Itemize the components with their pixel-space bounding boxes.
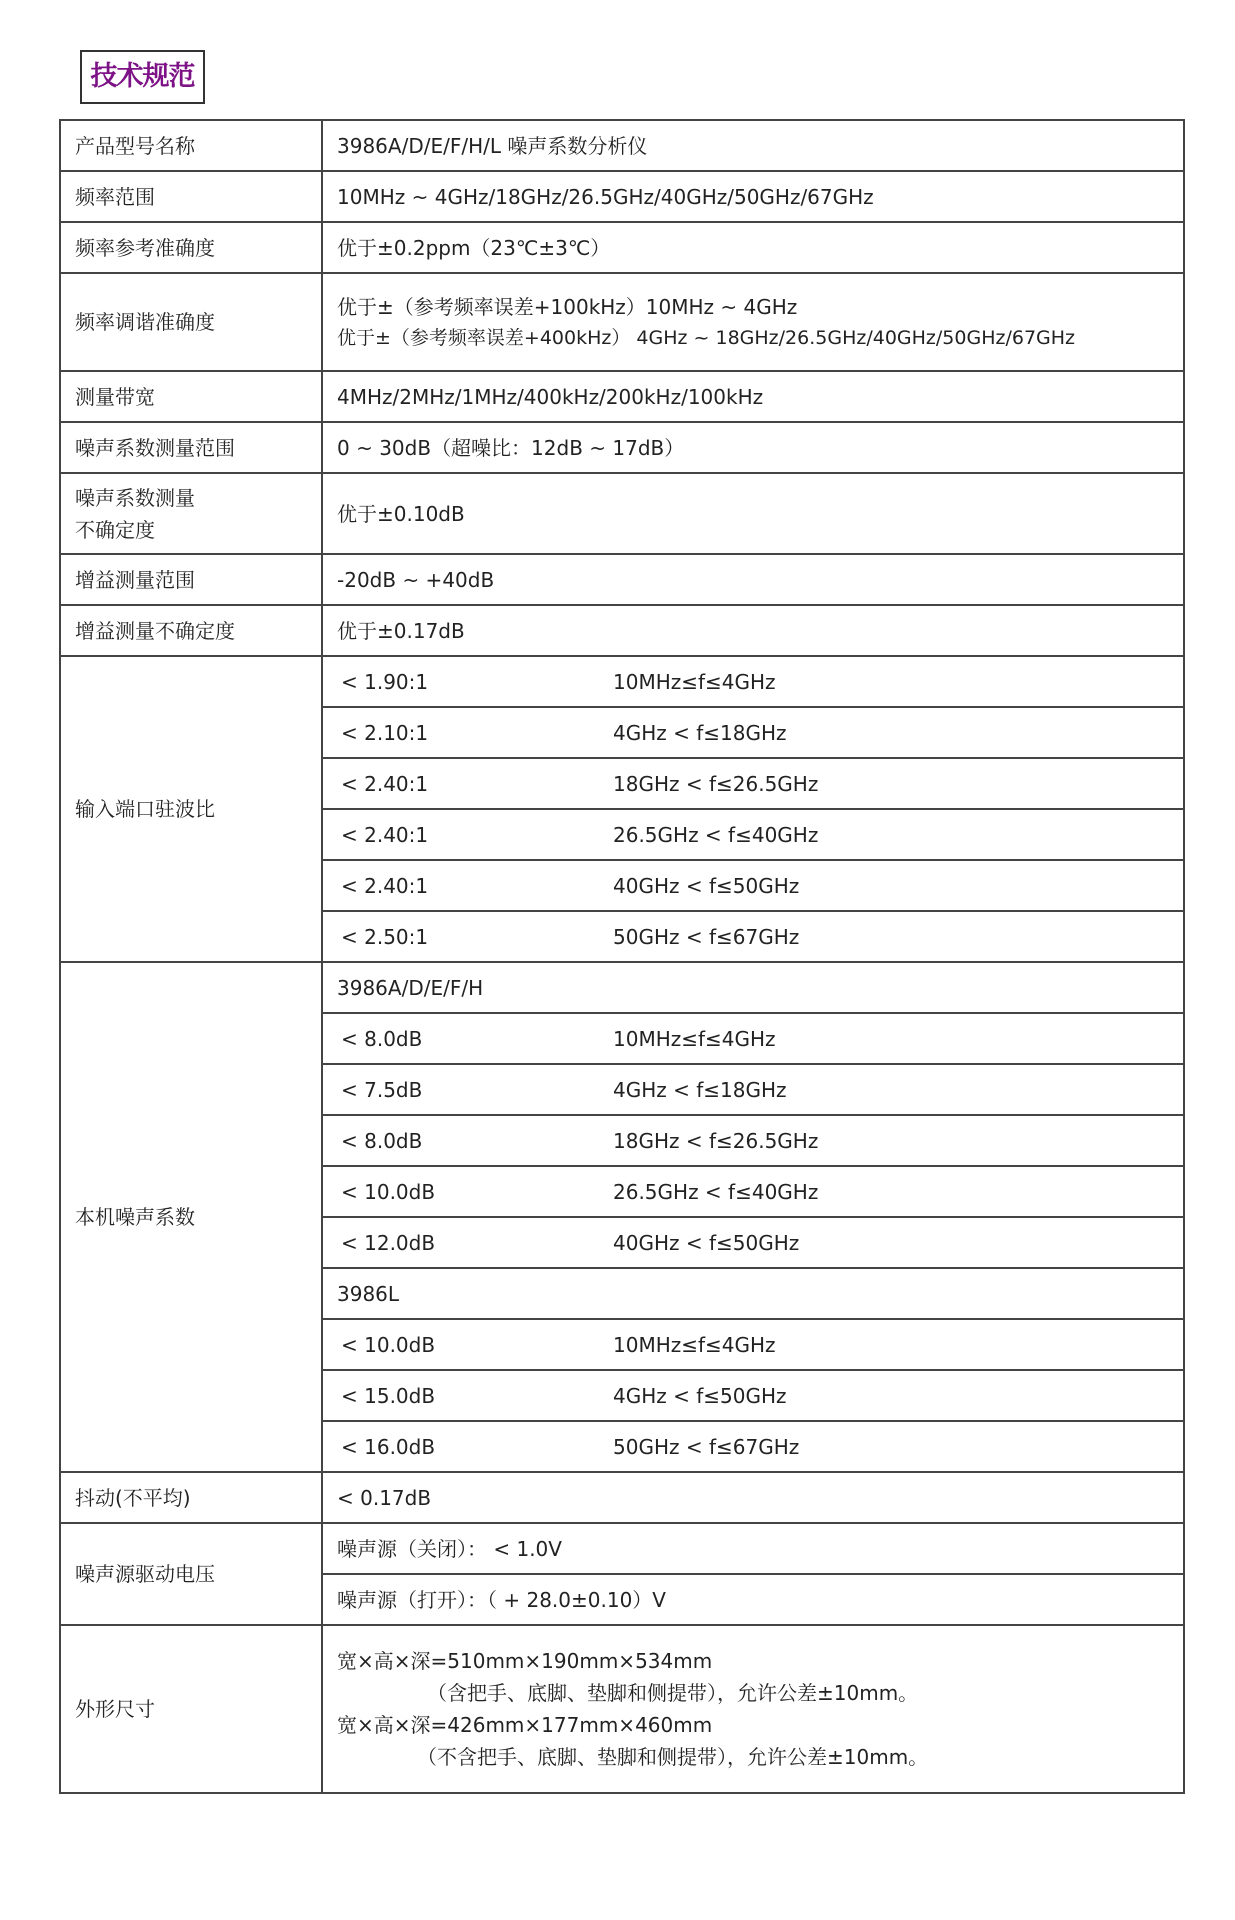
nf-group-name: 3986A/D/E/F/H <box>322 962 1184 1013</box>
vswr-range: 10MHz≤f≤4GHz <box>613 669 776 694</box>
row-label: 外形尺寸 <box>60 1625 322 1793</box>
table-row <box>60 422 1184 473</box>
vswr-value: < 2.40:1 <box>341 822 429 847</box>
row-value: < 0.17dB <box>322 1472 1184 1523</box>
vswr-range: 40GHz < f≤50GHz <box>613 873 800 898</box>
section-title: 技术规范 <box>80 50 205 104</box>
vswr-range: 50GHz < f≤67GHz <box>613 924 800 949</box>
nf-item <box>322 1064 1184 1115</box>
value-line: 优于±（参考频率误差+100kHz）10MHz ~ 4GHz <box>337 294 798 319</box>
nf-value: < 10.0dB <box>341 1179 436 1204</box>
table-row <box>60 273 1184 371</box>
row-value <box>322 273 1184 371</box>
vswr-item <box>322 656 1184 707</box>
table-row <box>60 120 1184 171</box>
table-row <box>60 171 1184 222</box>
row-value <box>322 1625 1184 1793</box>
nf-item <box>322 1370 1184 1421</box>
nf-range: 18GHz < f≤26.5GHz <box>613 1128 819 1153</box>
vswr-item <box>322 707 1184 758</box>
row-label: 增益测量不确定度 <box>60 605 322 656</box>
vswr-value: < 1.90:1 <box>341 669 429 694</box>
nf-item <box>322 1115 1184 1166</box>
vswr-value: < 2.40:1 <box>341 873 429 898</box>
nf-range: 4GHz < f≤18GHz <box>613 1077 787 1102</box>
nf-range: 10MHz≤f≤4GHz <box>613 1026 776 1051</box>
vswr-value: < 2.10:1 <box>341 720 429 745</box>
row-value: 4MHz/2MHz/1MHz/400kHz/200kHz/100kHz <box>322 371 1184 422</box>
nf-item <box>322 1166 1184 1217</box>
nf-value: < 8.0dB <box>341 1128 423 1153</box>
row-value: 噪声源（关闭）： < 1.0V <box>322 1523 1184 1574</box>
nf-value: < 10.0dB <box>341 1332 436 1357</box>
value-line: 宽×高×深=510mm×190mm×534mm <box>337 1649 713 1673</box>
nf-range: 50GHz < f≤67GHz <box>613 1434 800 1459</box>
row-value: 优于±0.10dB <box>322 473 1184 554</box>
vswr-range: 4GHz < f≤18GHz <box>613 720 787 745</box>
nf-range: 4GHz < f≤50GHz <box>613 1383 787 1408</box>
table-row <box>60 222 1184 273</box>
table-row <box>60 962 1184 1013</box>
vswr-item <box>322 758 1184 809</box>
nf-value: < 15.0dB <box>341 1383 436 1408</box>
value-line: （不含把手、底脚、垫脚和侧提带），允许公差±10mm。 <box>417 1745 929 1769</box>
value-line: 优于±（参考频率误差+400kHz） 4GHz ~ 18GHz/26.5GHz/40GHz/50GHz/67GHz <box>337 326 1076 349</box>
table-row <box>60 371 1184 422</box>
vswr-range: 18GHz < f≤26.5GHz <box>613 771 819 796</box>
nf-range: 40GHz < f≤50GHz <box>613 1230 800 1255</box>
row-label: 频率范围 <box>60 171 322 222</box>
row-value: 优于±0.2ppm（23℃±3℃） <box>322 222 1184 273</box>
nf-value: < 8.0dB <box>341 1026 423 1051</box>
table-row <box>60 554 1184 605</box>
spec-table <box>59 119 1185 1794</box>
nf-range: 10MHz≤f≤4GHz <box>613 1332 776 1357</box>
label-line: 不确定度 <box>75 517 155 542</box>
nf-item <box>322 1421 1184 1472</box>
table-row <box>60 473 1184 554</box>
vswr-value: < 2.50:1 <box>341 924 429 949</box>
row-label: 抖动(不平均) <box>60 1472 322 1523</box>
nf-value: < 7.5dB <box>341 1077 423 1102</box>
row-value: 噪声源（打开）：（ + 28.0±0.10）V <box>322 1574 1184 1625</box>
nf-group-name: 3986L <box>322 1268 1184 1319</box>
vswr-range: 26.5GHz < f≤40GHz <box>613 822 819 847</box>
row-value: 优于±0.17dB <box>322 605 1184 656</box>
row-value: 0 ~ 30dB（超噪比：12dB ~ 17dB） <box>322 422 1184 473</box>
row-label: 测量带宽 <box>60 371 322 422</box>
label-line: 噪声系数测量 <box>75 485 195 510</box>
row-value: 3986A/D/E/F/H/L 噪声系数分析仪 <box>322 120 1184 171</box>
nf-value: < 16.0dB <box>341 1434 436 1459</box>
table-row <box>60 1472 1184 1523</box>
nf-item <box>322 1319 1184 1370</box>
row-label <box>60 473 322 554</box>
row-label: 频率参考准确度 <box>60 222 322 273</box>
vswr-value: < 2.40:1 <box>341 771 429 796</box>
row-label: 本机噪声系数 <box>60 962 322 1472</box>
row-label: 输入端口驻波比 <box>60 656 322 962</box>
row-label: 噪声系数测量范围 <box>60 422 322 473</box>
row-value: -20dB ~ +40dB <box>322 554 1184 605</box>
nf-value: < 12.0dB <box>341 1230 436 1255</box>
row-label: 频率调谐准确度 <box>60 273 322 371</box>
nf-range: 26.5GHz < f≤40GHz <box>613 1179 819 1204</box>
value-line: （含把手、底脚、垫脚和侧提带），允许公差±10mm。 <box>427 1681 919 1705</box>
vswr-item <box>322 860 1184 911</box>
value-line: 宽×高×深=426mm×177mm×460mm <box>337 1713 713 1737</box>
vswr-item <box>322 911 1184 962</box>
table-row <box>60 1625 1184 1793</box>
row-label: 产品型号名称 <box>60 120 322 171</box>
nf-item <box>322 1217 1184 1268</box>
nf-item <box>322 1013 1184 1064</box>
table-row <box>60 1523 1184 1574</box>
vswr-item <box>322 809 1184 860</box>
row-value: 10MHz ~ 4GHz/18GHz/26.5GHz/40GHz/50GHz/67GHz <box>322 171 1184 222</box>
row-label: 噪声源驱动电压 <box>60 1523 322 1625</box>
table-row <box>60 656 1184 707</box>
row-label: 增益测量范围 <box>60 554 322 605</box>
table-row <box>60 605 1184 656</box>
